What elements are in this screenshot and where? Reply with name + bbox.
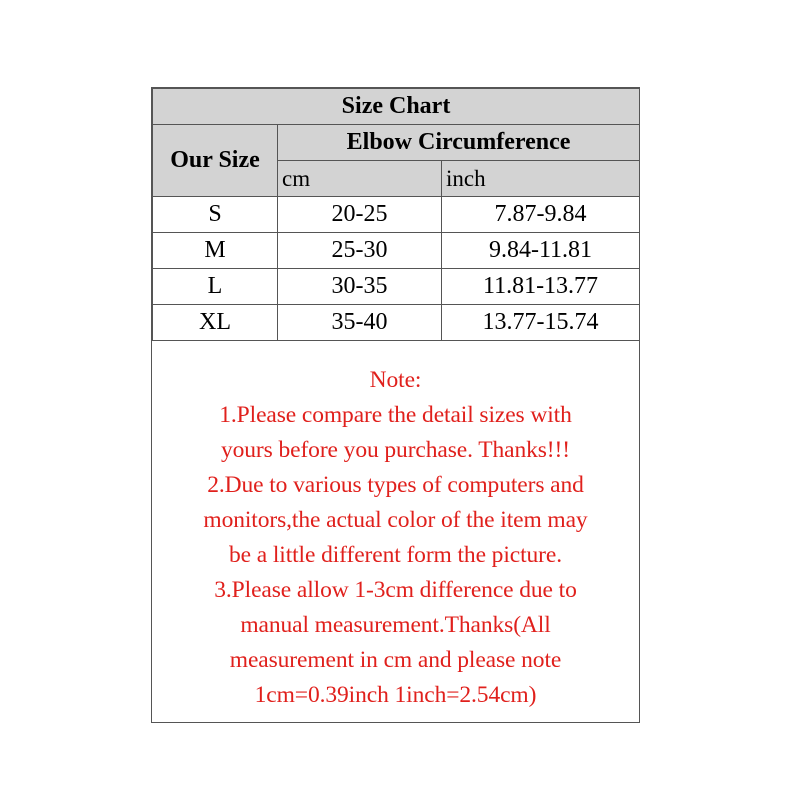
table-row	[153, 233, 640, 269]
inch-cell: 7.87-9.84	[442, 197, 640, 233]
cm-cell: 20-25	[278, 197, 442, 233]
table-row	[153, 269, 640, 305]
cm-cell: 25-30	[278, 233, 442, 269]
note-heading: Note:	[369, 367, 422, 393]
inch-cell: 13.77-15.74	[442, 305, 640, 341]
note-line: manual measurement.Thanks(All	[240, 612, 551, 638]
chart-title: Size Chart	[153, 89, 640, 125]
size-cell: M	[153, 233, 278, 269]
cm-cell: 35-40	[278, 305, 442, 341]
notes-block	[152, 341, 639, 713]
inch-cell: 9.84-11.81	[442, 233, 640, 269]
cm-cell: 30-35	[278, 269, 442, 305]
size-cell: L	[153, 269, 278, 305]
note-line: 1cm=0.39inch 1inch=2.54cm)	[254, 682, 537, 708]
note-line: be a little different form the picture.	[228, 542, 563, 568]
table-row	[153, 305, 640, 341]
size-cell: S	[153, 197, 278, 233]
size-table	[152, 88, 640, 341]
unit-inch-header: inch	[442, 161, 640, 197]
size-cell: XL	[153, 305, 278, 341]
note-line: 3.Please allow 1-3cm difference due to	[214, 577, 577, 603]
table-row	[153, 197, 640, 233]
inch-cell: 11.81-13.77	[442, 269, 640, 305]
unit-cm-header: cm	[278, 161, 442, 197]
our-size-header: Our Size	[153, 125, 278, 197]
note-line: 2.Due to various types of computers and	[207, 472, 584, 498]
note-line: yours before you purchase. Thanks!!!	[220, 437, 570, 463]
elbow-circumference-header: Elbow Circumference	[278, 125, 640, 161]
size-chart-sheet	[151, 87, 640, 723]
note-line: monitors,the actual color of the item may	[203, 507, 588, 533]
note-line: 1.Please compare the detail sizes with	[219, 402, 572, 428]
note-line: measurement in cm and please note	[229, 647, 562, 673]
